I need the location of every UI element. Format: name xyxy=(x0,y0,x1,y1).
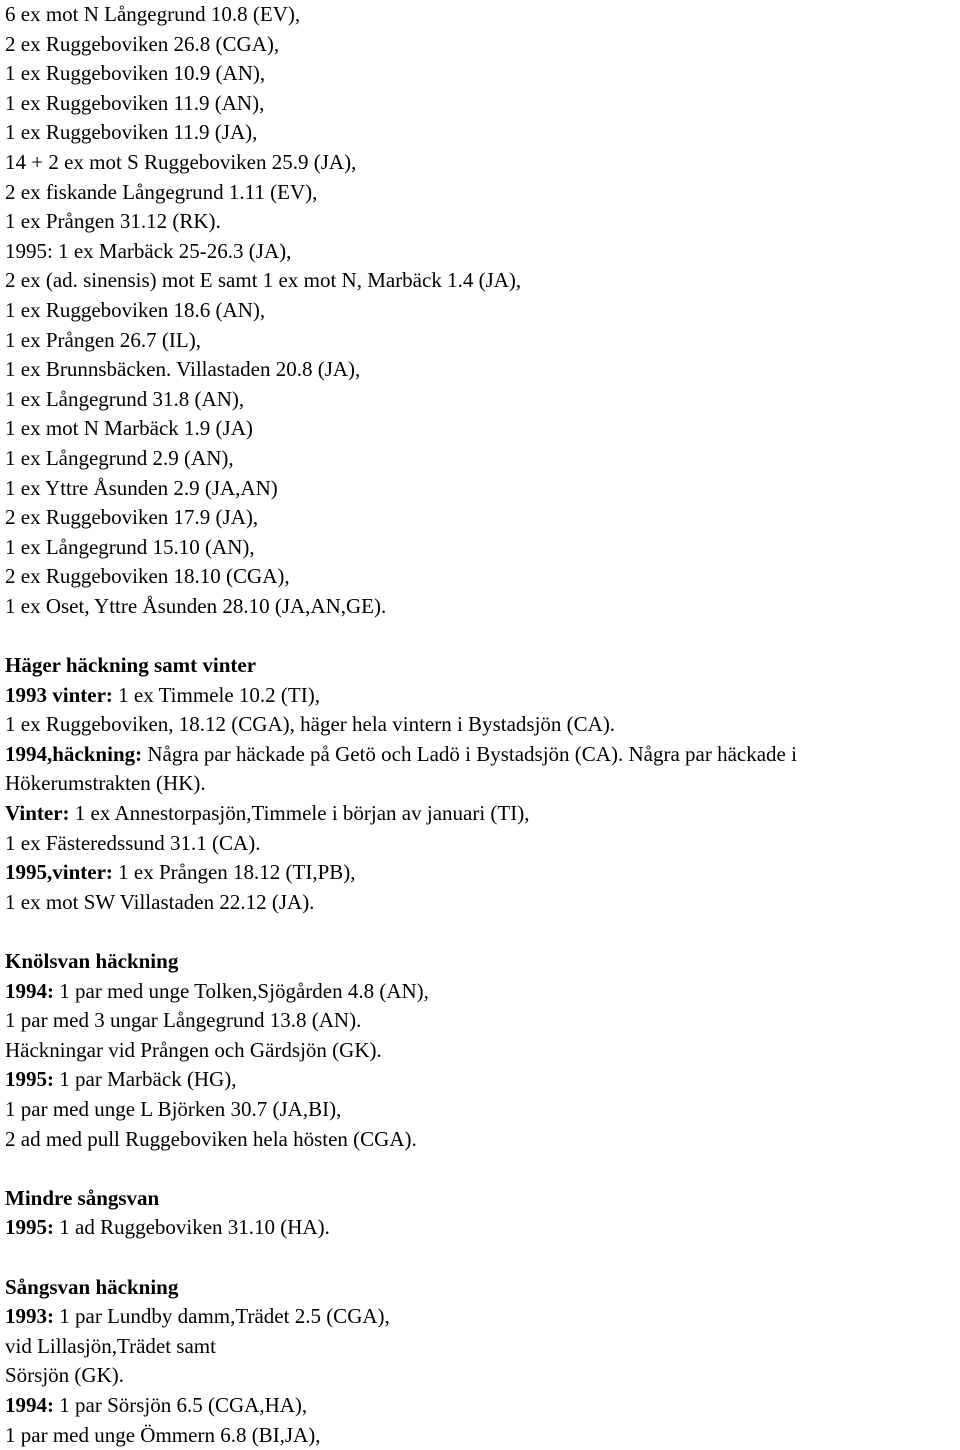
blank-line xyxy=(5,917,960,947)
line-text: 1 par Sörsjön 6.5 (CGA,HA), xyxy=(54,1393,307,1417)
text-line: vid Lillasjön,Trädet samt xyxy=(5,1332,960,1362)
text-line: Sörsjön (GK). xyxy=(5,1361,960,1391)
year-label: 1993 vinter: xyxy=(5,683,113,707)
section-heading: Sångsvan häckning xyxy=(5,1273,960,1303)
section-knolsvan xyxy=(5,947,960,1154)
year-label: 1994: xyxy=(5,979,54,1003)
line-text: 1 ex Annestorpasjön,Timmele i början av januari (TI), xyxy=(70,801,530,825)
text-line: 1 ex Ruggeboviken 10.9 (AN), xyxy=(5,59,960,89)
text-line: 1 ex Långegrund 2.9 (AN), xyxy=(5,444,960,474)
text-line: 1 ex Yttre Åsunden 2.9 (JA,AN) xyxy=(5,474,960,504)
text-line: 1 ex Fästeredssund 31.1 (CA). xyxy=(5,829,960,859)
section-hager xyxy=(5,651,960,917)
section-top-list xyxy=(5,0,960,621)
text-line: 1 par med 3 ungar Långegrund 13.8 (AN). xyxy=(5,1006,960,1036)
section-heading: Mindre sångsvan xyxy=(5,1184,960,1214)
year-label: 1995,vinter: xyxy=(5,860,113,884)
text-line: 1 ex Brunnsbäcken. Villastaden 20.8 (JA), xyxy=(5,355,960,385)
section-heading: Häger häckning samt vinter xyxy=(5,651,960,681)
line-text: 1 ex Prången 18.12 (TI,PB), xyxy=(113,860,356,884)
text-line: 1 ex mot SW Villastaden 22.12 (JA). xyxy=(5,888,960,918)
text-line: 2 ex Ruggeboviken 18.10 (CGA), xyxy=(5,562,960,592)
line-text: 1 ex Timmele 10.2 (TI), xyxy=(113,683,320,707)
text-line: 2 ad med pull Ruggeboviken hela hösten (CGA). xyxy=(5,1125,960,1155)
text-line xyxy=(5,1065,960,1095)
blank-line xyxy=(5,1154,960,1184)
text-line: 1 par med unge L Björken 30.7 (JA,BI), xyxy=(5,1095,960,1125)
text-line: 1 par med unge Ömmern 6.8 (BI,JA), xyxy=(5,1421,960,1450)
text-line: 1 ex Prången 31.12 (RK). xyxy=(5,207,960,237)
year-label: Vinter: xyxy=(5,801,70,825)
text-line: 1995: 1 ex Marbäck 25-26.3 (JA), xyxy=(5,237,960,267)
line-text: 1 par Lundby damm,Trädet 2.5 (CGA), xyxy=(54,1304,390,1328)
section-mindre-sangsvan xyxy=(5,1184,960,1243)
year-label: 1993: xyxy=(5,1304,54,1328)
text-line: 1 ex Långegrund 31.8 (AN), xyxy=(5,385,960,415)
section-sangsvan xyxy=(5,1273,960,1450)
text-line xyxy=(5,1391,960,1421)
text-line: 1 ex Oset, Yttre Åsunden 28.10 (JA,AN,GE). xyxy=(5,592,960,622)
text-line xyxy=(5,681,960,711)
year-label: 1995: xyxy=(5,1215,54,1239)
blank-line xyxy=(5,1243,960,1273)
text-line: 2 ex (ad. sinensis) mot E samt 1 ex mot N, Marbäck 1.4 (JA), xyxy=(5,266,960,296)
year-label: 1994,häckning: xyxy=(5,742,142,766)
blank-line xyxy=(5,621,960,651)
section-heading: Knölsvan häckning xyxy=(5,947,960,977)
line-text: 1 par Marbäck (HG), xyxy=(54,1067,237,1091)
year-label: 1995: xyxy=(5,1067,54,1091)
text-line xyxy=(5,1302,960,1332)
line-text: 1 par med unge Tolken,Sjögården 4.8 (AN), xyxy=(54,979,429,1003)
text-line: 2 ex fiskande Långegrund 1.11 (EV), xyxy=(5,178,960,208)
text-line xyxy=(5,858,960,888)
text-line: 1 ex Långegrund 15.10 (AN), xyxy=(5,533,960,563)
text-line: 1 ex Ruggeboviken 18.6 (AN), xyxy=(5,296,960,326)
text-line: 1 ex Prången 26.7 (IL), xyxy=(5,326,960,356)
text-line: 2 ex Ruggeboviken 17.9 (JA), xyxy=(5,503,960,533)
text-line xyxy=(5,799,960,829)
text-line: 1 ex Ruggeboviken 11.9 (AN), xyxy=(5,89,960,119)
text-line: 1 ex Ruggeboviken 11.9 (JA), xyxy=(5,118,960,148)
text-line xyxy=(5,977,960,1007)
text-line: 6 ex mot N Långegrund 10.8 (EV), xyxy=(5,0,960,30)
text-line xyxy=(5,1213,960,1243)
text-line: 14 + 2 ex mot S Ruggeboviken 25.9 (JA), xyxy=(5,148,960,178)
text-line: 1 ex mot N Marbäck 1.9 (JA) xyxy=(5,414,960,444)
text-line: 2 ex Ruggeboviken 26.8 (CGA), xyxy=(5,30,960,60)
line-text: Några par häckade på Getö och Ladö i Bystadsjön (CA). Några par häckade i xyxy=(142,742,797,766)
text-line: Häckningar vid Prången och Gärdsjön (GK). xyxy=(5,1036,960,1066)
text-line: Hökerumstrakten (HK). xyxy=(5,769,960,799)
text-line: 1 ex Ruggeboviken, 18.12 (CGA), häger hela vintern i Bystadsjön (CA). xyxy=(5,710,960,740)
line-text: 1 ad Ruggeboviken 31.10 (HA). xyxy=(54,1215,330,1239)
text-line xyxy=(5,740,960,770)
year-label: 1994: xyxy=(5,1393,54,1417)
